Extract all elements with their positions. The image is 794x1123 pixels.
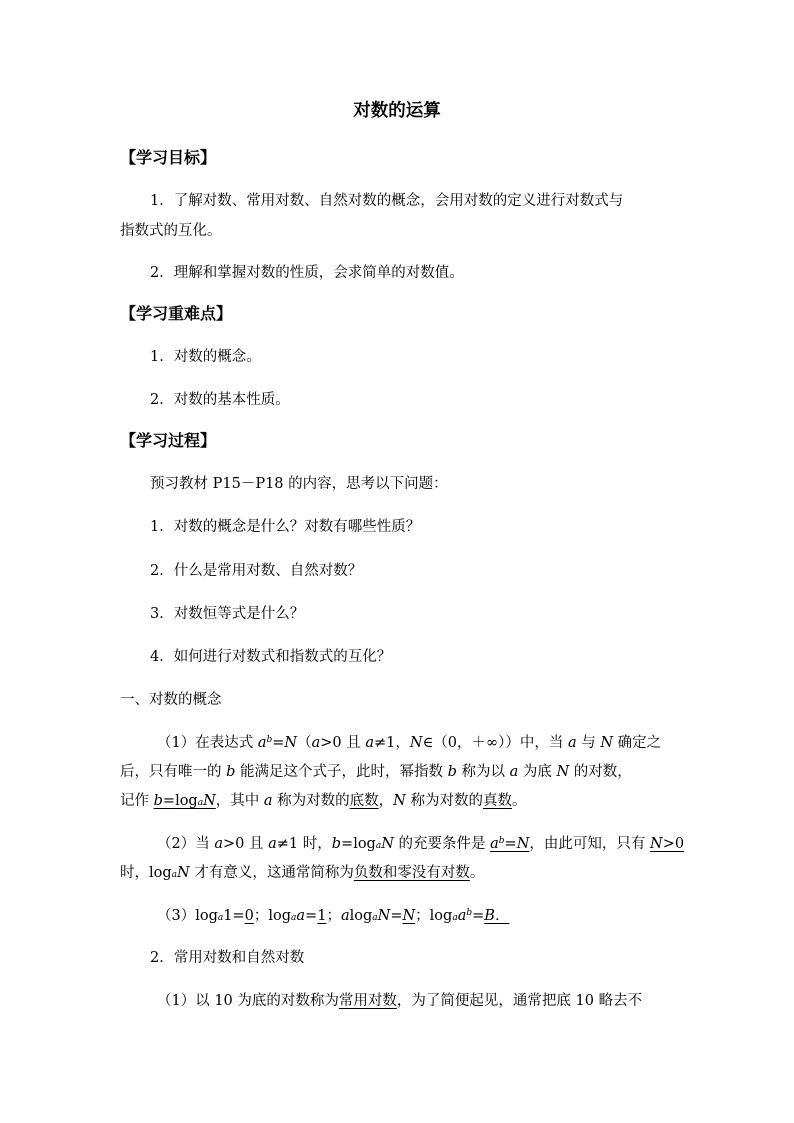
common-log-blank: 常用对数 — [338, 993, 397, 1009]
argument-blank: 真数 — [482, 793, 512, 809]
concept-para-1-line-3: 记作 $b=\log_aN$，其中 a 称为对数的底数，N 称为对数的真数。 — [120, 793, 527, 809]
process-question-3: 3．对数恒等式是什么？ — [150, 606, 305, 622]
process-question-1: 1．对数的概念是什么？对数有哪些性质？ — [150, 519, 421, 535]
common-log-heading: 2．常用对数和自然对数 — [150, 950, 305, 966]
page-title: 对数的运算 — [353, 101, 441, 121]
objective-2: 2．理解和掌握对数的性质，会求简单的对数值。 — [150, 265, 464, 281]
process-question-2: 2．什么是常用对数、自然对数？ — [150, 563, 363, 579]
no-log-blank: 负数和零没有对数 — [353, 865, 470, 881]
concept-para-1-line-1: （1）在表达式 $a^b=N(a>0$ 且 a≠1，N∈（0，＋∞））中，当 a 与 N 确定之 — [157, 735, 662, 751]
process-question-4: 4．如何进行对数式和指数式的互化？ — [150, 649, 392, 665]
concept-para-1-line-2: 后，只有唯一的 b 能满足这个式子，此时，幂指数 b 称为以 a 为底 N 的对数， — [120, 764, 632, 780]
process-intro: 预习教材 P15－P18 的内容，思考以下问题： — [150, 476, 448, 492]
key-point-2: 2．对数的基本性质。 — [150, 392, 290, 408]
objective-1-line-1: 1．了解对数、常用对数、自然对数的概念，会用对数的定义进行对数式与 — [150, 193, 624, 209]
base-blank: 底数 — [349, 793, 379, 809]
key-point-1: 1．对数的概念。 — [150, 349, 261, 365]
concept-heading: 一、对数的概念 — [120, 692, 222, 708]
common-log-para-1-line-1: （1）以 10 为底的对数称为常用对数，为了简便起见，通常把底 10 略去不 — [157, 993, 643, 1009]
section-heading-objectives: 【学习目标】 — [120, 148, 217, 167]
section-heading-process: 【学习过程】 — [120, 431, 217, 450]
log-definition-blank: $b=\log_aN$ — [153, 793, 216, 809]
equivalence-blank: $a^b=N$ — [490, 836, 530, 852]
concept-para-2-line-2: 时，$\log_aN$ 才有意义，这通常简称为负数和零没有对数。 — [120, 865, 485, 881]
objective-1-line-2: 指数式的互化。 — [120, 223, 222, 239]
concept-para-3: $(3)\log_a1=0$；$\log_aa=1$；alog$_a$N=N；$\log_aa^b=B$． — [157, 908, 510, 924]
section-heading-key-points: 【学习重难点】 — [120, 304, 233, 323]
concept-para-2-line-1: （2）当 a>0 且 a≠1 时，$b=\log_aN$ 的充要条件是 $a^b=N$，由此可知，只有 N>0 — [157, 836, 685, 852]
positive-n-blank: N>0 — [650, 836, 685, 852]
